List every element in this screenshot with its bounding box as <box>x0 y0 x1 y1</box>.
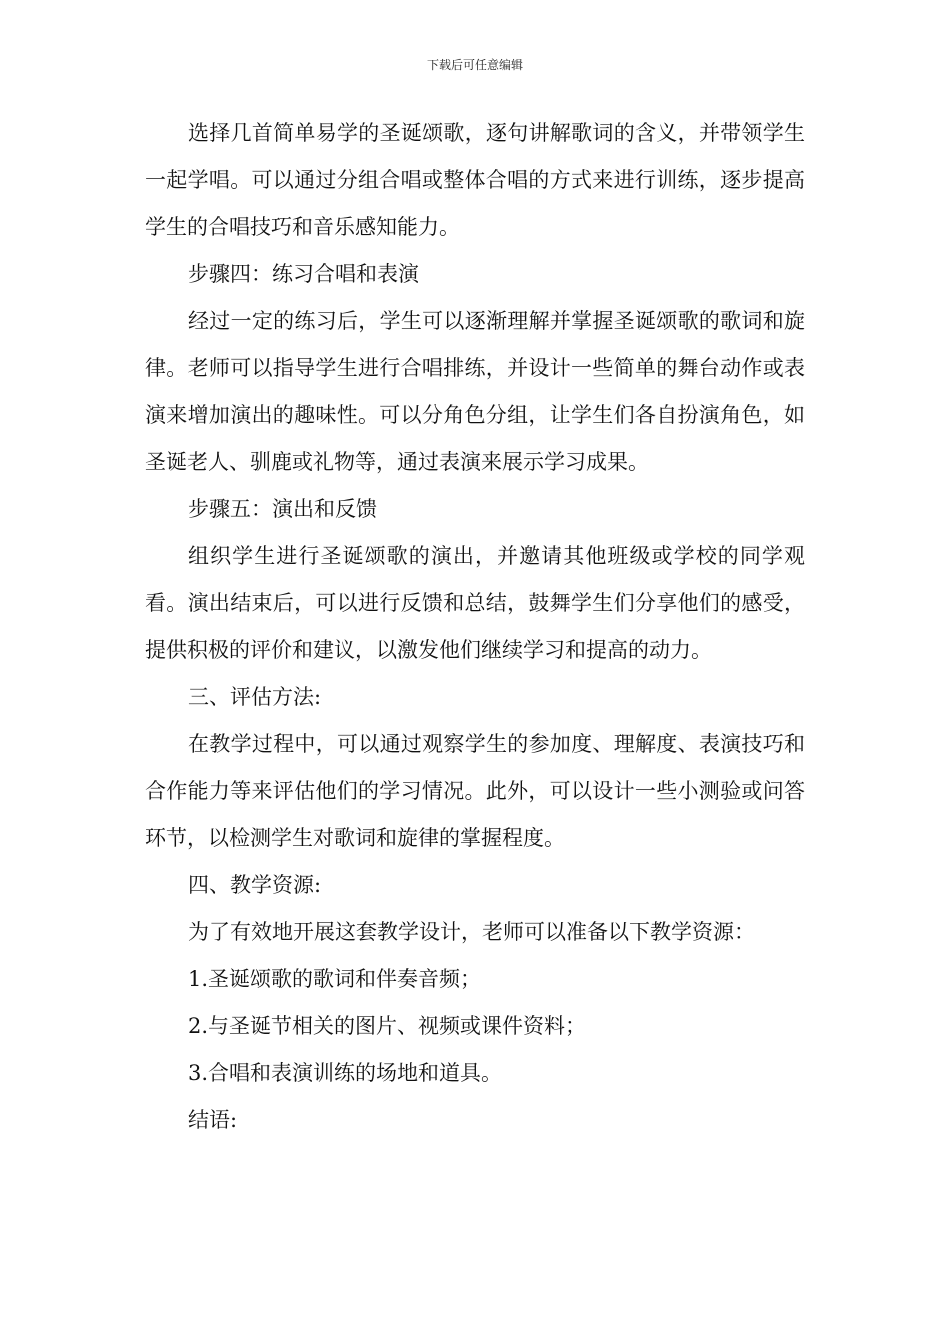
heading-step-five: 步骤五：演出和反馈 <box>188 497 377 521</box>
list-item-resource-1: 1.圣诞颂歌的歌词和伴奏音频； <box>188 967 482 991</box>
page-header-note: 下载后可任意编辑 <box>426 58 523 72</box>
document-body <box>145 110 805 1144</box>
list-item-resource-3: 3.合唱和表演训练的场地和道具。 <box>188 1061 503 1085</box>
paragraph-show-feedback: 组织学生进行圣诞颂歌的演出，并邀请其他班级或学校的同学观看。演出结束后，可以进行反馈和总结，鼓舞学生们分享他们的感受，提供积极的评价和建议，以激发他们继续学习和提高的动力。 <box>145 544 805 662</box>
heading-evaluation-method: 三、评估方法: <box>188 685 322 709</box>
heading-conclusion: 结语: <box>188 1108 238 1132</box>
paragraph-song-teaching: 选择几首简单易学的圣诞颂歌，逐句讲解歌词的含义，并带领学生一起学唱。可以通过分组合唱或整体合唱的方式来进行训练，逐步提高学生的合唱技巧和音乐感知能力。 <box>145 121 805 239</box>
paragraph-evaluation: 在教学过程中，可以通过观察学生的参加度、理解度、表演技巧和合作能力等来评估他们的学习情况。此外，可以设计一些小测验或问答环节，以检测学生对歌词和旋律的掌握程度。 <box>145 732 805 850</box>
paragraph-resources-intro: 为了有效地开展这套教学设计，老师可以准备以下教学资源： <box>188 920 755 944</box>
paragraph-practice-performance: 经过一定的练习后，学生可以逐渐理解并掌握圣诞颂歌的歌词和旋律。老师可以指导学生进行合唱排练，并设计一些简单的舞台动作或表演来增加演出的趣味性。可以分角色分组，让学生们各自扮演角色，如圣诞老人、驯鹿或礼物等，通过表演来展示学习成果。 <box>145 309 805 474</box>
heading-step-four: 步骤四：练习合唱和表演 <box>188 262 419 286</box>
heading-teaching-resources: 四、教学资源: <box>188 873 322 897</box>
list-item-resource-2: 2.与圣诞节相关的图片、视频或课件资料； <box>188 1014 587 1038</box>
